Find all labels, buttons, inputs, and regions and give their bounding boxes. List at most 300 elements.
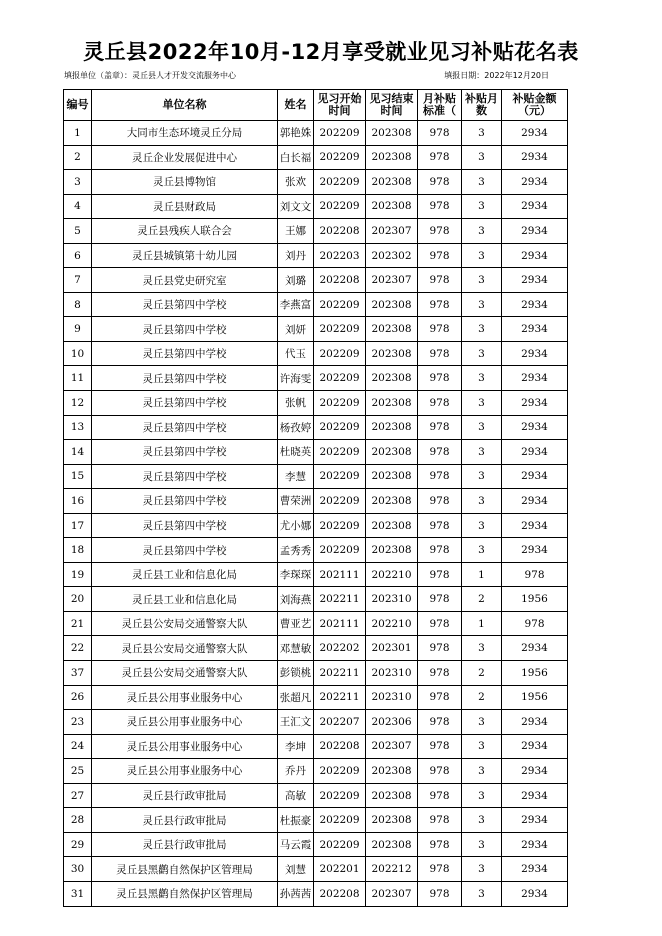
cell-unit: 灵丘县第四中学校 [92,292,278,317]
cell-start: 202208 [314,881,366,906]
cell-start: 202209 [314,538,366,563]
cell-start: 202209 [314,391,366,416]
cell-amount: 2934 [502,783,568,808]
cell-no: 3 [64,170,92,195]
table-row [64,808,568,833]
cell-standard: 978 [418,661,462,686]
table-row [64,685,568,710]
table-row [64,341,568,366]
cell-no: 18 [64,538,92,563]
cell-standard: 978 [418,219,462,244]
cell-end: 202308 [366,464,418,489]
cell-months: 2 [462,661,502,686]
cell-amount: 2934 [502,292,568,317]
cell-no: 30 [64,857,92,882]
cell-name: 刘丹 [278,243,314,268]
cell-unit: 灵丘县第四中学校 [92,489,278,514]
cell-end: 202306 [366,710,418,735]
cell-end: 202212 [366,857,418,882]
header-end: 见习结束时间 [366,90,418,121]
cell-standard: 978 [418,636,462,661]
cell-start: 202209 [314,489,366,514]
cell-name: 刘妍 [278,317,314,342]
cell-name: 李坤 [278,734,314,759]
cell-amount: 2934 [502,513,568,538]
cell-unit: 灵丘企业发展促进中心 [92,145,278,170]
cell-unit: 灵丘县残疾人联合会 [92,219,278,244]
cell-amount: 2934 [502,121,568,146]
cell-no: 25 [64,759,92,784]
cell-start: 202209 [314,121,366,146]
cell-amount: 978 [502,562,568,587]
cell-amount: 2934 [502,464,568,489]
table-row [64,415,568,440]
cell-name: 张欢 [278,170,314,195]
cell-no: 19 [64,562,92,587]
cell-no: 31 [64,881,92,906]
cell-amount: 2934 [502,145,568,170]
cell-months: 3 [462,538,502,563]
subsidy-table [63,89,568,907]
cell-unit: 灵丘县行政审批局 [92,808,278,833]
cell-amount: 2934 [502,317,568,342]
cell-unit: 灵丘县公用事业服务中心 [92,710,278,735]
cell-name: 曹亚艺 [278,611,314,636]
cell-standard: 978 [418,268,462,293]
cell-end: 202308 [366,317,418,342]
cell-name: 王娜 [278,219,314,244]
cell-amount: 2934 [502,219,568,244]
cell-months: 3 [462,145,502,170]
cell-standard: 978 [418,538,462,563]
cell-no: 11 [64,366,92,391]
cell-unit: 灵丘县行政审批局 [92,783,278,808]
cell-end: 202307 [366,881,418,906]
cell-no: 17 [64,513,92,538]
cell-amount: 1956 [502,661,568,686]
cell-no: 10 [64,341,92,366]
cell-start: 202211 [314,587,366,612]
table-body [64,121,568,907]
table-row [64,636,568,661]
cell-unit: 灵丘县公安局交通警察大队 [92,611,278,636]
table-row [64,832,568,857]
cell-end: 202308 [366,513,418,538]
cell-months: 3 [462,219,502,244]
cell-name: 孙茜茜 [278,881,314,906]
cell-months: 3 [462,734,502,759]
cell-standard: 978 [418,832,462,857]
cell-unit: 大同市生态环境灵丘分局 [92,121,278,146]
table-row [64,661,568,686]
cell-end: 202308 [366,145,418,170]
cell-months: 3 [462,341,502,366]
cell-name: 刘璐 [278,268,314,293]
table-row [64,710,568,735]
cell-standard: 978 [418,391,462,416]
header-no: 编号 [64,90,92,121]
cell-end: 202310 [366,661,418,686]
cell-name: 孟秀秀 [278,538,314,563]
table-row [64,587,568,612]
cell-no: 9 [64,317,92,342]
cell-start: 202209 [314,759,366,784]
cell-start: 202209 [314,464,366,489]
cell-standard: 978 [418,464,462,489]
cell-amount: 2934 [502,243,568,268]
table-row [64,194,568,219]
cell-name: 尤小娜 [278,513,314,538]
table-row [64,366,568,391]
cell-start: 202209 [314,194,366,219]
cell-amount: 978 [502,611,568,636]
table-row [64,243,568,268]
cell-end: 202308 [366,341,418,366]
cell-months: 3 [462,759,502,784]
cell-months: 3 [462,121,502,146]
header-unit: 单位名称 [92,90,278,121]
cell-end: 202308 [366,415,418,440]
header-months: 补贴月数 [462,90,502,121]
cell-unit: 灵丘县博物馆 [92,170,278,195]
header-start: 见习开始时间 [314,90,366,121]
cell-months: 2 [462,587,502,612]
cell-unit: 灵丘县工业和信息化局 [92,587,278,612]
cell-unit: 灵丘县第四中学校 [92,317,278,342]
cell-amount: 2934 [502,440,568,465]
cell-standard: 978 [418,341,462,366]
cell-end: 202301 [366,636,418,661]
cell-name: 乔丹 [278,759,314,784]
cell-end: 202308 [366,759,418,784]
cell-end: 202310 [366,685,418,710]
cell-end: 202307 [366,219,418,244]
cell-months: 1 [462,562,502,587]
cell-months: 3 [462,292,502,317]
table-row [64,857,568,882]
cell-no: 37 [64,661,92,686]
cell-start: 202209 [314,145,366,170]
cell-months: 3 [462,783,502,808]
cell-standard: 978 [418,562,462,587]
cell-standard: 978 [418,710,462,735]
cell-standard: 978 [418,194,462,219]
cell-no: 26 [64,685,92,710]
cell-name: 刘文文 [278,194,314,219]
cell-end: 202308 [366,170,418,195]
cell-start: 202209 [314,317,366,342]
cell-end: 202307 [366,734,418,759]
cell-end: 202308 [366,121,418,146]
cell-unit: 灵丘县第四中学校 [92,440,278,465]
cell-name: 高敏 [278,783,314,808]
cell-end: 202308 [366,292,418,317]
cell-end: 202308 [366,366,418,391]
cell-standard: 978 [418,611,462,636]
cell-no: 4 [64,194,92,219]
cell-no: 27 [64,783,92,808]
cell-months: 3 [462,268,502,293]
cell-unit: 灵丘县第四中学校 [92,341,278,366]
cell-months: 3 [462,440,502,465]
cell-amount: 2934 [502,194,568,219]
cell-no: 29 [64,832,92,857]
cell-start: 202209 [314,170,366,195]
table-row [64,219,568,244]
cell-name: 白长福 [278,145,314,170]
cell-name: 张帆 [278,391,314,416]
cell-standard: 978 [418,415,462,440]
cell-start: 202111 [314,562,366,587]
cell-standard: 978 [418,685,462,710]
cell-name: 邓慧敏 [278,636,314,661]
cell-standard: 978 [418,440,462,465]
cell-months: 3 [462,415,502,440]
cell-start: 202209 [314,341,366,366]
cell-months: 3 [462,857,502,882]
cell-standard: 978 [418,243,462,268]
cell-unit: 灵丘县第四中学校 [92,415,278,440]
cell-start: 202203 [314,243,366,268]
cell-start: 202202 [314,636,366,661]
cell-no: 23 [64,710,92,735]
cell-amount: 2934 [502,268,568,293]
table-row [64,440,568,465]
cell-end: 202308 [366,783,418,808]
cell-months: 3 [462,710,502,735]
table-row [64,562,568,587]
table-row [64,513,568,538]
cell-amount: 2934 [502,636,568,661]
cell-unit: 灵丘县城镇第十幼儿园 [92,243,278,268]
table-row [64,538,568,563]
cell-standard: 978 [418,808,462,833]
cell-amount: 2934 [502,881,568,906]
cell-end: 202308 [366,808,418,833]
cell-name: 杨孜婷 [278,415,314,440]
cell-unit: 灵丘县公用事业服务中心 [92,759,278,784]
cell-standard: 978 [418,317,462,342]
header-name: 姓名 [278,90,314,121]
cell-start: 202209 [314,783,366,808]
cell-standard: 978 [418,366,462,391]
table-row [64,759,568,784]
header-standard: 月补贴标准（ [418,90,462,121]
cell-amount: 2934 [502,415,568,440]
cell-unit: 灵丘县第四中学校 [92,366,278,391]
cell-name: 刘慧 [278,857,314,882]
cell-end: 202307 [366,268,418,293]
cell-months: 3 [462,881,502,906]
cell-unit: 灵丘县黑鹳自然保护区管理局 [92,857,278,882]
cell-name: 郭艳姝 [278,121,314,146]
cell-months: 3 [462,513,502,538]
table-header-row [64,90,568,121]
cell-start: 202209 [314,513,366,538]
cell-standard: 978 [418,759,462,784]
cell-name: 曹荣洲 [278,489,314,514]
cell-standard: 978 [418,121,462,146]
cell-amount: 2934 [502,538,568,563]
cell-start: 202209 [314,832,366,857]
cell-name: 代玉 [278,341,314,366]
cell-no: 1 [64,121,92,146]
cell-unit: 灵丘县黑鹳自然保护区管理局 [92,881,278,906]
cell-name: 许海雯 [278,366,314,391]
cell-name: 刘海燕 [278,587,314,612]
cell-amount: 2934 [502,832,568,857]
table-row [64,170,568,195]
cell-start: 202208 [314,219,366,244]
cell-standard: 978 [418,170,462,195]
cell-no: 20 [64,587,92,612]
table-row [64,881,568,906]
cell-no: 14 [64,440,92,465]
cell-name: 李琛琛 [278,562,314,587]
cell-name: 张超凡 [278,685,314,710]
cell-unit: 灵丘县公安局交通警察大队 [92,661,278,686]
cell-standard: 978 [418,587,462,612]
cell-months: 3 [462,317,502,342]
cell-end: 202302 [366,243,418,268]
cell-unit: 灵丘县第四中学校 [92,464,278,489]
cell-months: 3 [462,489,502,514]
cell-name: 杜振豪 [278,808,314,833]
cell-unit: 灵丘县财政局 [92,194,278,219]
cell-unit: 灵丘县公用事业服务中心 [92,685,278,710]
cell-standard: 978 [418,783,462,808]
cell-start: 202111 [314,611,366,636]
cell-standard: 978 [418,145,462,170]
cell-end: 202308 [366,194,418,219]
cell-amount: 2934 [502,341,568,366]
cell-name: 王汇文 [278,710,314,735]
cell-months: 3 [462,808,502,833]
cell-end: 202308 [366,832,418,857]
cell-no: 13 [64,415,92,440]
cell-months: 3 [462,366,502,391]
cell-no: 5 [64,219,92,244]
cell-start: 202209 [314,366,366,391]
cell-end: 202308 [366,391,418,416]
table-row [64,489,568,514]
cell-name: 杜晓英 [278,440,314,465]
cell-amount: 2934 [502,734,568,759]
cell-no: 2 [64,145,92,170]
cell-no: 16 [64,489,92,514]
cell-months: 3 [462,832,502,857]
cell-no: 8 [64,292,92,317]
cell-unit: 灵丘县第四中学校 [92,391,278,416]
cell-no: 24 [64,734,92,759]
cell-amount: 2934 [502,391,568,416]
cell-end: 202210 [366,611,418,636]
cell-start: 202211 [314,685,366,710]
cell-name: 李慧 [278,464,314,489]
cell-start: 202208 [314,734,366,759]
cell-start: 202207 [314,710,366,735]
cell-standard: 978 [418,734,462,759]
table-row [64,464,568,489]
cell-start: 202201 [314,857,366,882]
cell-standard: 978 [418,881,462,906]
cell-unit: 灵丘县第四中学校 [92,513,278,538]
cell-no: 6 [64,243,92,268]
cell-end: 202308 [366,440,418,465]
cell-months: 3 [462,464,502,489]
cell-months: 3 [462,170,502,195]
cell-name: 李燕富 [278,292,314,317]
cell-amount: 1956 [502,685,568,710]
cell-unit: 灵丘县公安局交通警察大队 [92,636,278,661]
cell-months: 3 [462,636,502,661]
cell-standard: 978 [418,292,462,317]
cell-unit: 灵丘县行政审批局 [92,832,278,857]
cell-amount: 2934 [502,710,568,735]
cell-start: 202209 [314,440,366,465]
cell-start: 202211 [314,661,366,686]
cell-months: 3 [462,243,502,268]
cell-standard: 978 [418,489,462,514]
cell-amount: 2934 [502,170,568,195]
cell-end: 202308 [366,489,418,514]
cell-unit: 灵丘县党史研究室 [92,268,278,293]
cell-unit: 灵丘县公用事业服务中心 [92,734,278,759]
cell-unit: 灵丘县第四中学校 [92,538,278,563]
table-row [64,268,568,293]
cell-unit: 灵丘县工业和信息化局 [92,562,278,587]
cell-amount: 2934 [502,808,568,833]
table-row [64,734,568,759]
page-title: 灵丘县2022年10月-12月享受就业见习补贴花名表 [83,40,579,64]
cell-months: 1 [462,611,502,636]
fill-date-label: 填报日期：2022年12月20日 [444,71,549,80]
cell-no: 15 [64,464,92,489]
cell-start: 202209 [314,415,366,440]
cell-months: 3 [462,194,502,219]
cell-amount: 2934 [502,759,568,784]
table-row [64,292,568,317]
cell-name: 马云霞 [278,832,314,857]
table-row [64,391,568,416]
cell-amount: 2934 [502,489,568,514]
cell-amount: 2934 [502,366,568,391]
table-row [64,121,568,146]
cell-months: 2 [462,685,502,710]
cell-no: 7 [64,268,92,293]
table-row [64,317,568,342]
cell-months: 3 [462,391,502,416]
cell-standard: 978 [418,857,462,882]
cell-start: 202209 [314,808,366,833]
header-amount: 补贴金额（元） [502,90,568,121]
cell-amount: 1956 [502,587,568,612]
cell-start: 202209 [314,292,366,317]
cell-start: 202208 [314,268,366,293]
cell-end: 202308 [366,538,418,563]
table-row [64,145,568,170]
fill-unit-label: 填报单位（盖章）：灵丘县人才开发交流服务中心 [64,71,236,80]
cell-end: 202310 [366,587,418,612]
cell-end: 202210 [366,562,418,587]
table-row [64,611,568,636]
cell-no: 12 [64,391,92,416]
cell-no: 28 [64,808,92,833]
cell-name: 彭锁桃 [278,661,314,686]
cell-standard: 978 [418,513,462,538]
table-row [64,783,568,808]
cell-amount: 2934 [502,857,568,882]
